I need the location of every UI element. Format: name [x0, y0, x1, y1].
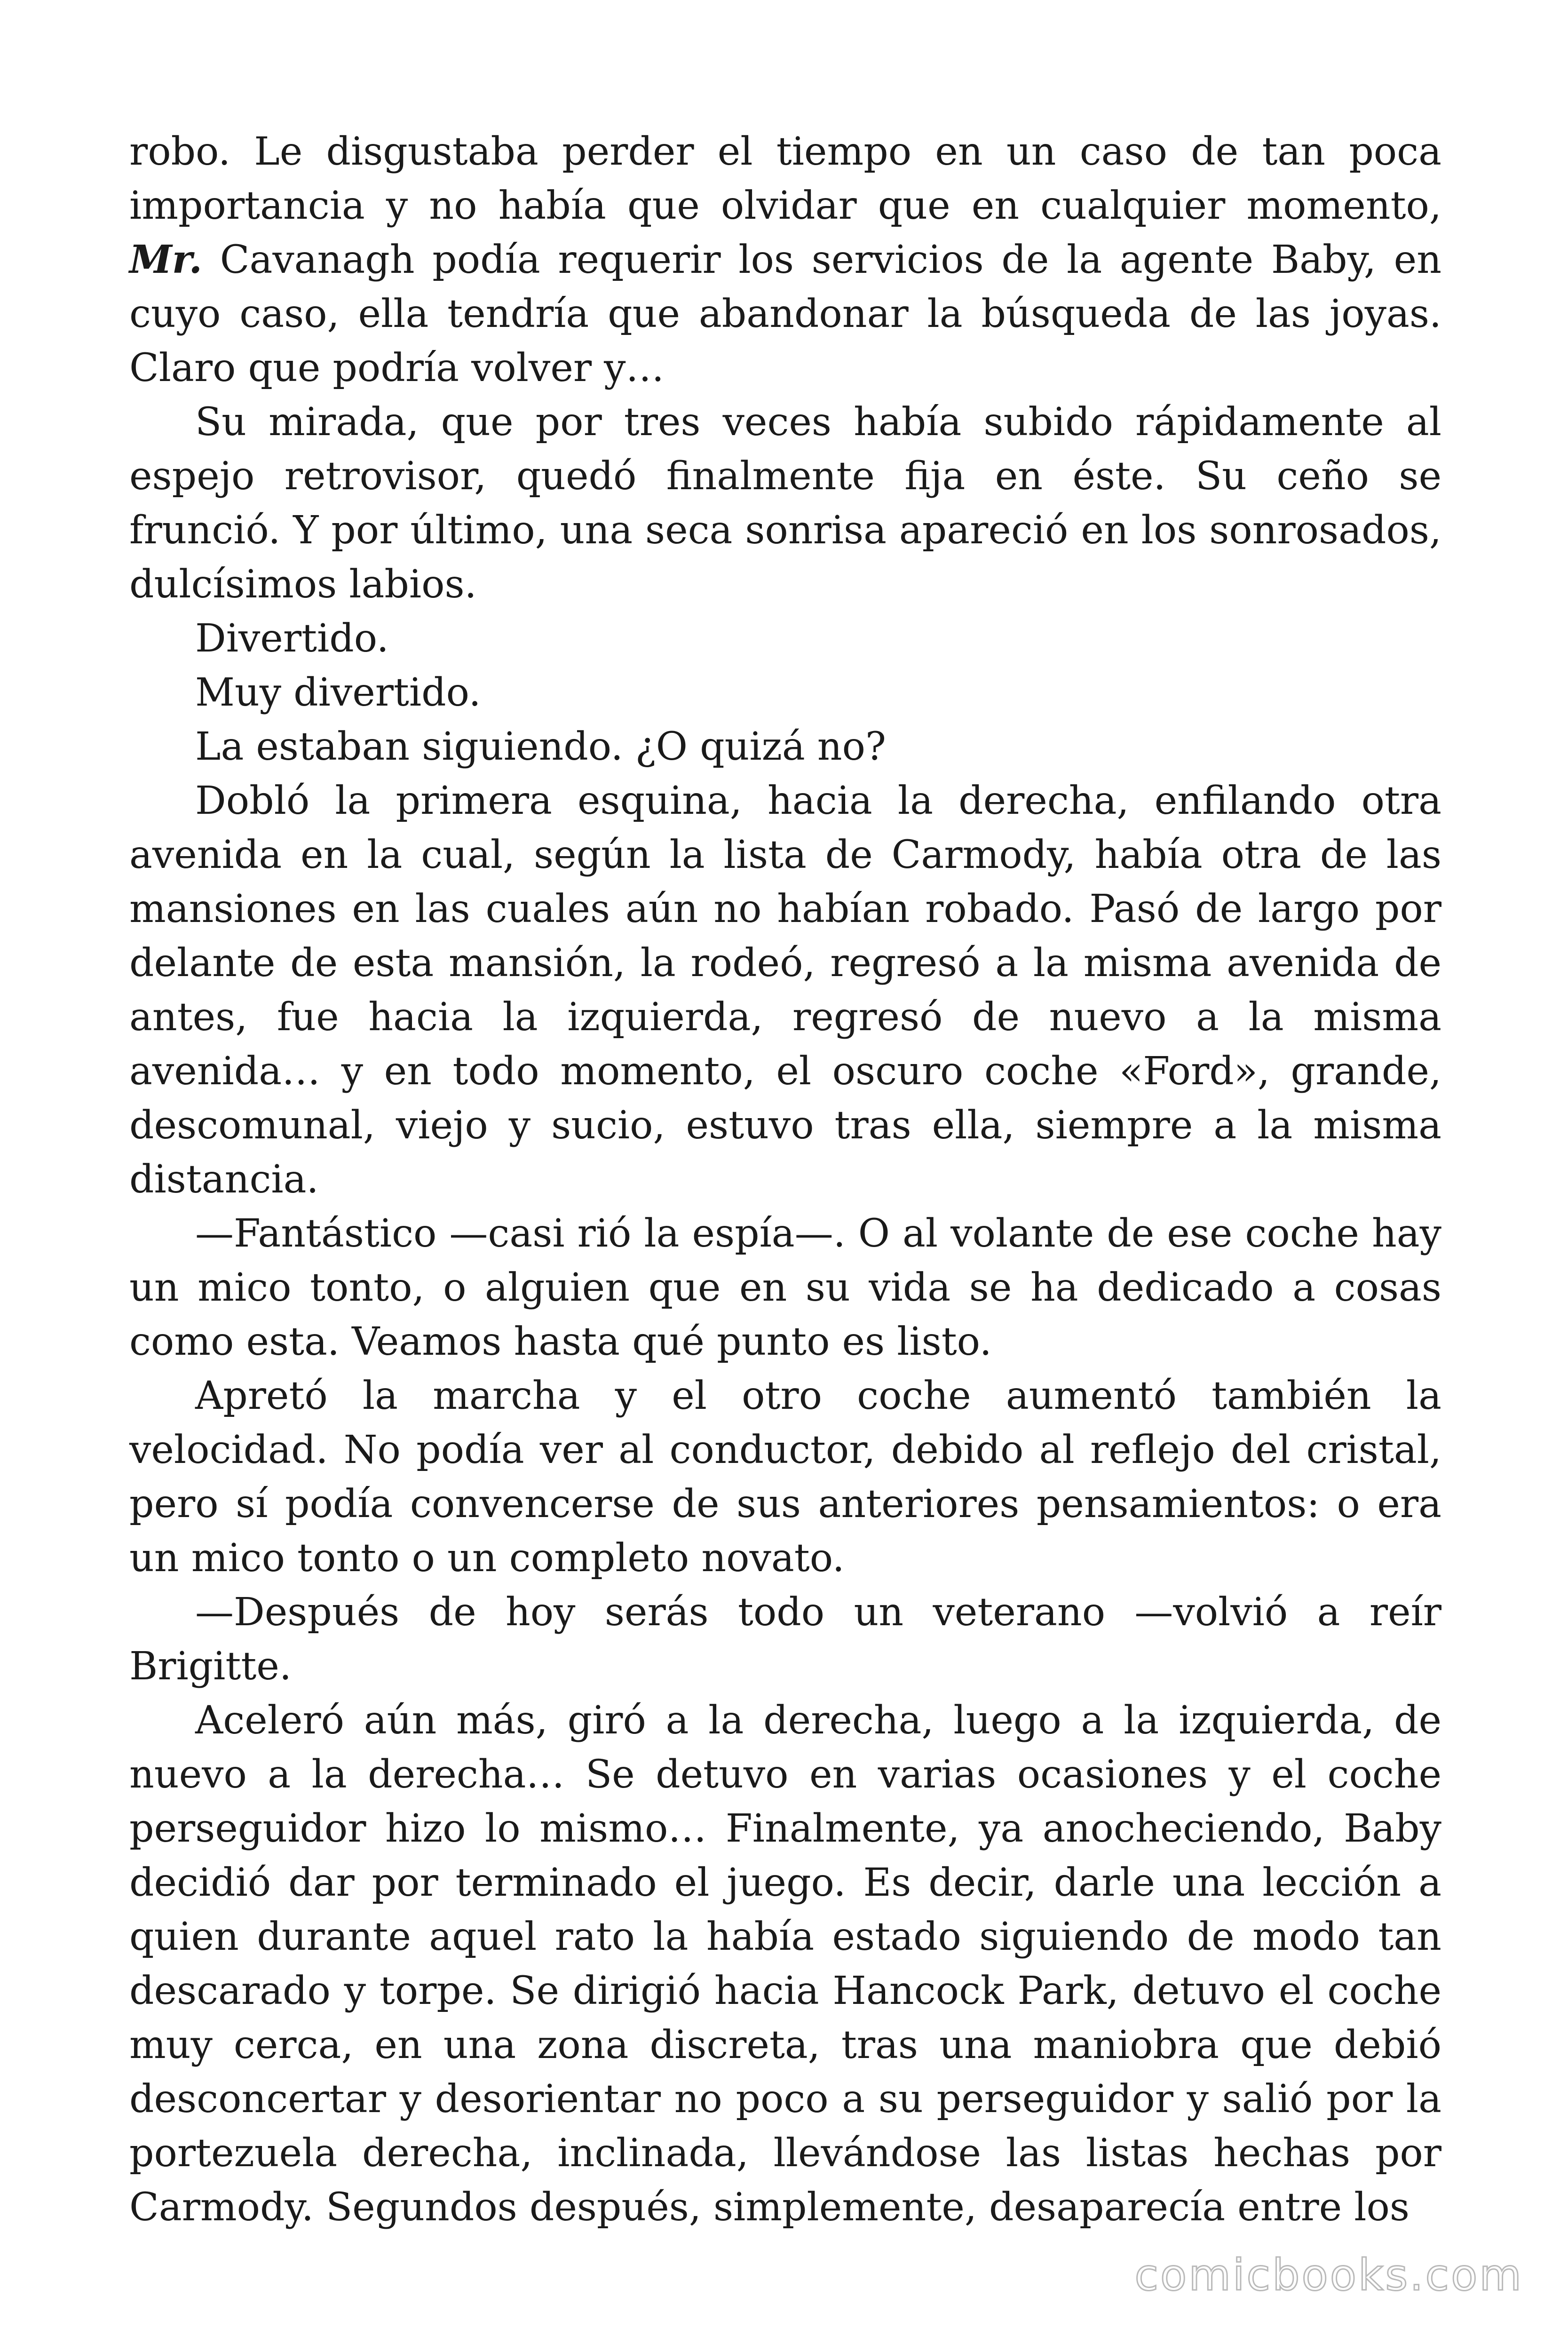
paragraph-4: Muy divertido. [195, 670, 481, 715]
paragraph-7: —Fantástico —casi rió la espía—. O al volante de ese coche hay un mico tonto, o alguien que en su vida se ha dedicado a cosas como esta. Veamos hasta qué punto es listo. [129, 1211, 1441, 1364]
emphasis-mr: Mr. [129, 237, 202, 282]
paragraph-8: Apretó la marcha y el otro coche aumentó también la velocidad. No podía ver al conductor, debido al reflejo del cristal, pero sí podía convencerse de sus anteriores pensamientos: o era un mico tonto o un completo novato. [129, 1374, 1441, 1581]
paragraph-1 [129, 125, 1441, 395]
page-body [129, 125, 1441, 2234]
paragraph-1-text-after: Cavanagh podía requerir los servicios de la agente Baby, en cuyo caso, ella tendría que abandonar la búsqueda de las joyas. Claro que podría volver y… [129, 238, 1441, 390]
paragraph-9: —Después de hoy serás todo un veterano —volvió a reír Brigitte. [129, 1590, 1441, 1689]
paragraph-2: Su mirada, que por tres veces había subido rápidamente al espejo retrovisor, quedó finalmente fija en éste. Su ceño se frunció. Y por último, una seca sonrisa apareció en los sonrosados, dulcísimos labios. [129, 400, 1441, 607]
paragraph-5: La estaban siguiendo. ¿O quizá no? [195, 724, 886, 769]
paragraph-1-text-before: robo. Le disgustaba perder el tiempo en un caso de tan poca importancia y no había que olvidar que en cualquier momento, [129, 129, 1441, 228]
paragraph-10: Aceleró aún más, giró a la derecha, luego a la izquierda, de nuevo a la derecha… Se detuvo en varias ocasiones y el coche perseguidor hizo lo mismo… Finalmente, ya anocheciendo, Baby decidió dar por terminado el juego. Es decir, darle una lección a quien durante aquel rato la había estado siguiendo de modo tan descarado y torpe. Se dirigió hacia Hancock Park, detuvo el coche muy cerca, en una zona discreta, tras una maniobra que debió desconcertar y desorientar no poco a su perseguidor y salió por la portezuela derecha, inclinada, llevándose las listas hechas por Carmody. Segundos después, simplemente, desaparecía entre los [129, 1698, 1441, 2230]
paragraph-6: Dobló la primera esquina, hacia la derecha, enfilando otra avenida en la cual, según la lista de Carmody, había otra de las mansiones en las cuales aún no habían robado. Pasó de largo por delante de esta mansión, la rodeó, regresó a la misma avenida de antes, fue hacia la izquierda, regresó de nuevo a la misma avenida… y en todo momento, el oscuro coche «Ford», grande, descomunal, viejo y sucio, estuvo tras ella, siempre a la misma distancia. [129, 779, 1441, 1202]
watermark: comicbooks.com [1134, 2250, 1523, 2300]
paragraph-3: Divertido. [195, 616, 389, 661]
